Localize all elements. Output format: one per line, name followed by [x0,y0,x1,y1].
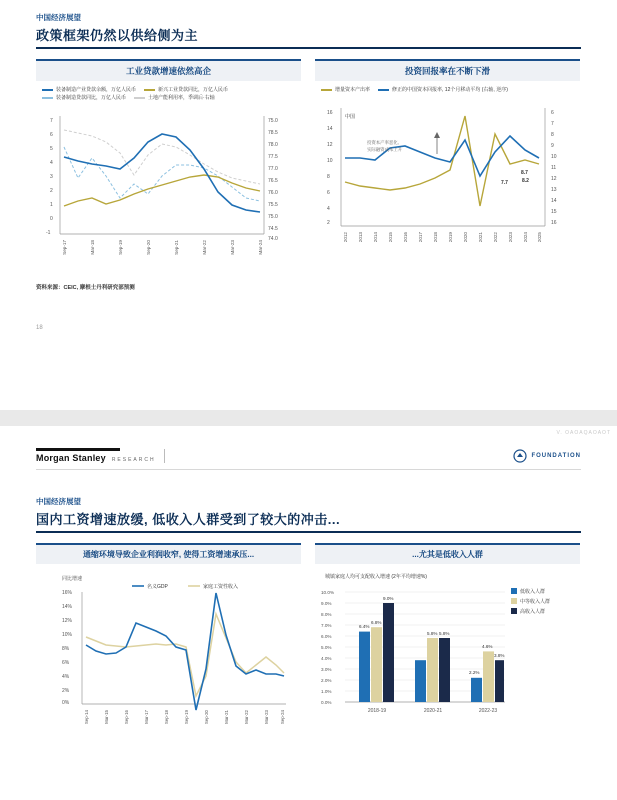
svg-text:11: 11 [551,165,557,171]
panel-title-left-2: 通缩环境导致企业利润收窄, 使得工资增速承压... [36,543,301,564]
svg-text:78.5: 78.5 [268,130,278,136]
svg-text:9: 9 [551,143,554,149]
svg-text:16: 16 [327,110,333,116]
svg-text:1: 1 [50,202,53,208]
svg-text:7.7: 7.7 [501,180,508,186]
svg-text:2025: 2025 [537,232,542,243]
svg-text:中国: 中国 [345,114,356,120]
svg-text:9.0%: 9.0% [383,596,394,601]
slide1-chart-row [36,59,581,269]
chart-income-groups [315,564,580,724]
svg-text:8%: 8% [62,646,70,652]
svg-text:12: 12 [327,142,333,148]
svg-text:名义GDP: 名义GDP [147,584,168,590]
svg-text:2023: 2023 [508,232,513,243]
svg-text:5.0%: 5.0% [321,645,332,650]
svg-text:2024: 2024 [523,232,528,243]
svg-text:2: 2 [50,188,53,194]
svg-text:Mar-17: Mar-17 [144,710,149,724]
panel-title-right-2: ...尤其是低收入人群 [315,543,580,564]
slide-2 [0,426,617,800]
svg-text:6%: 6% [62,660,70,666]
foundation-label: FOUNDATION [531,452,581,459]
svg-text:6.0%: 6.0% [321,634,332,639]
svg-text:8.2: 8.2 [522,178,529,184]
svg-text:2020-21: 2020-21 [423,708,443,714]
slide2-chart-row [36,543,581,729]
svg-text:75.0: 75.0 [268,214,278,220]
brand-rule [36,448,120,451]
svg-text:1.0%: 1.0% [321,689,332,694]
svg-text:2021: 2021 [478,232,483,243]
svg-text:2015: 2015 [388,232,393,243]
legend-item: 装备制造产业贷款余额，万亿人民币 [42,86,136,94]
svg-text:6: 6 [327,190,330,196]
svg-text:2012: 2012 [343,232,348,243]
foundation-logo-icon [513,449,527,463]
svg-text:2%: 2% [62,688,70,694]
svg-text:Mar-18: Mar-18 [90,240,95,255]
brand-sub: RESEARCH [111,457,156,463]
svg-text:13: 13 [551,187,557,193]
page-gap [0,410,617,426]
svg-text:4.0%: 4.0% [321,656,332,661]
svg-text:4: 4 [50,160,53,166]
bar-chart-subtitle: 城镇家庭人均可支配收入增速 (2年平均增速%) [325,574,427,580]
svg-text:2022-23: 2022-23 [478,708,498,714]
legend-item: 修正的中国资本回报率, 12个月移动平均 (右轴, 逆序) [378,86,508,94]
svg-text:7: 7 [50,118,53,124]
svg-text:Mar-15: Mar-15 [104,710,109,724]
svg-text:高收入人群: 高收入人群 [520,609,546,615]
svg-text:77.0: 77.0 [268,166,278,172]
svg-text:16%: 16% [62,590,73,596]
svg-text:16: 16 [551,220,557,226]
svg-text:Sep-14: Sep-14 [84,710,89,724]
slide1-eyebrow: 中国经济展望 [36,13,81,22]
chart-industrial-loans [36,104,301,264]
slide2-title: 国内工资增速放缓, 低收入人群受到了较大的冲击... [36,512,341,527]
svg-text:2019: 2019 [448,232,453,243]
svg-text:Sep-21: Sep-21 [174,240,179,255]
svg-text:75.5: 75.5 [268,202,278,208]
svg-text:10.0%: 10.0% [321,590,335,595]
panel-industrial-loans [36,59,301,269]
svg-text:投资本产率恶化,: 投资本产率恶化, [367,140,399,145]
svg-text:-1: -1 [46,230,51,236]
watermark: V. OAOAQAOAOT [556,430,611,436]
svg-text:Mar-21: Mar-21 [224,710,229,724]
svg-text:2: 2 [327,220,330,226]
legend-right [321,86,580,94]
svg-text:5: 5 [50,146,53,152]
legend-item: 增量资本产出率 [321,86,370,94]
panel-wage-growth [36,543,301,729]
svg-text:Sep-19: Sep-19 [184,710,189,724]
title-underline-2 [36,531,581,533]
svg-text:74.5: 74.5 [268,226,278,232]
svg-text:0: 0 [50,216,53,222]
svg-text:14%: 14% [62,604,73,610]
svg-text:Mar-24: Mar-24 [258,240,263,255]
svg-text:77.5: 77.5 [268,154,278,160]
svg-text:Mar-22: Mar-22 [244,710,249,724]
svg-text:76.0: 76.0 [268,190,278,196]
svg-text:4%: 4% [62,674,70,680]
panel-return-on-investment [315,59,580,269]
svg-text:2016: 2016 [403,232,408,243]
svg-text:10: 10 [551,154,557,160]
chart-wage-growth [36,564,301,724]
svg-text:Sep-16: Sep-16 [124,710,129,724]
svg-text:Sep-20: Sep-20 [204,710,209,724]
svg-text:6.4%: 6.4% [359,624,370,629]
svg-text:2020: 2020 [463,232,468,243]
svg-text:中等收入人群: 中等收入人群 [520,599,551,605]
legend-item: 装备制造贷款同比，万亿人民币 [42,94,126,102]
svg-text:12%: 12% [62,618,73,624]
chart-return-on-investment [315,96,580,256]
legend-item: 土地产能利用率，季调后·右轴 [134,94,215,102]
svg-text:7.0%: 7.0% [321,623,332,628]
svg-text:8.0%: 8.0% [321,612,332,617]
svg-text:2018: 2018 [433,232,438,243]
svg-text:14: 14 [551,198,557,204]
legend-item: 新兴工业贷款同比，万亿人民币 [144,86,228,94]
header-rule [36,469,581,470]
svg-text:2.2%: 2.2% [469,670,480,675]
slide2-eyebrow: 中国经济展望 [36,497,81,506]
svg-text:14: 14 [327,126,333,132]
svg-text:2017: 2017 [418,232,423,243]
legend-left [42,86,301,102]
svg-text:5.8%: 5.8% [427,631,438,636]
svg-text:15: 15 [551,209,557,215]
svg-text:9.0%: 9.0% [321,601,332,606]
svg-text:Sep-18: Sep-18 [164,710,169,724]
svg-text:8.7: 8.7 [521,170,528,176]
svg-text:4: 4 [327,206,330,212]
y-axis-label: 同比增速 [62,576,83,582]
svg-text:6.8%: 6.8% [371,620,382,625]
svg-text:6: 6 [50,132,53,138]
svg-text:Sep-20: Sep-20 [146,240,151,255]
svg-text:Sep-19: Sep-19 [118,240,123,255]
svg-text:3.8%: 3.8% [494,653,505,658]
svg-text:12: 12 [551,176,557,182]
svg-text:0%: 0% [62,700,70,706]
svg-text:6: 6 [551,110,554,116]
svg-text:2014: 2014 [373,232,378,243]
svg-text:4.6%: 4.6% [482,644,493,649]
brand-name: Morgan Stanley [36,453,106,463]
svg-text:8: 8 [327,174,330,180]
slide1-page-number: 18 [36,325,43,331]
svg-text:0.0%: 0.0% [321,700,332,705]
svg-text:3.0%: 3.0% [321,667,332,672]
svg-text:10%: 10% [62,632,73,638]
svg-text:Mar-23: Mar-23 [230,240,235,255]
svg-text:78.0: 78.0 [268,142,278,148]
panel-income-groups [315,543,580,729]
svg-text:Sep-24: Sep-24 [280,710,285,724]
slide1-source: 资料来源：CEIC, 摩根士丹利研究部预测 [36,285,135,291]
panel-title-left: 工业贷款增速依然高企 [36,59,301,81]
svg-text:75.0: 75.0 [268,118,278,124]
svg-text:2018-19: 2018-19 [367,708,387,714]
title-underline [36,47,581,49]
svg-text:7: 7 [551,121,554,127]
slide2-header [36,448,581,463]
svg-text:低收入人群: 低收入人群 [520,589,546,595]
svg-text:Mar-23: Mar-23 [264,710,269,724]
svg-text:3: 3 [50,174,53,180]
svg-text:8: 8 [551,132,554,138]
slide1-title: 政策框架仍然以供给侧为主 [36,28,199,43]
svg-text:76.5: 76.5 [268,178,278,184]
panel-title-right: 投资回报率在不断下滑 [315,59,580,81]
svg-text:实际融资成本上升: 实际融资成本上升 [367,147,403,152]
svg-text:10: 10 [327,158,333,164]
svg-text:2.0%: 2.0% [321,678,332,683]
svg-text:家庭工资性收入: 家庭工资性收入 [203,584,239,590]
header-divider [164,449,165,463]
svg-text:2022: 2022 [493,232,498,243]
svg-text:Mar-22: Mar-22 [202,240,207,255]
svg-text:5.8%: 5.8% [439,631,450,636]
svg-text:Sep-17: Sep-17 [62,240,67,255]
svg-text:2013: 2013 [358,232,363,243]
svg-text:74.0: 74.0 [268,236,278,242]
